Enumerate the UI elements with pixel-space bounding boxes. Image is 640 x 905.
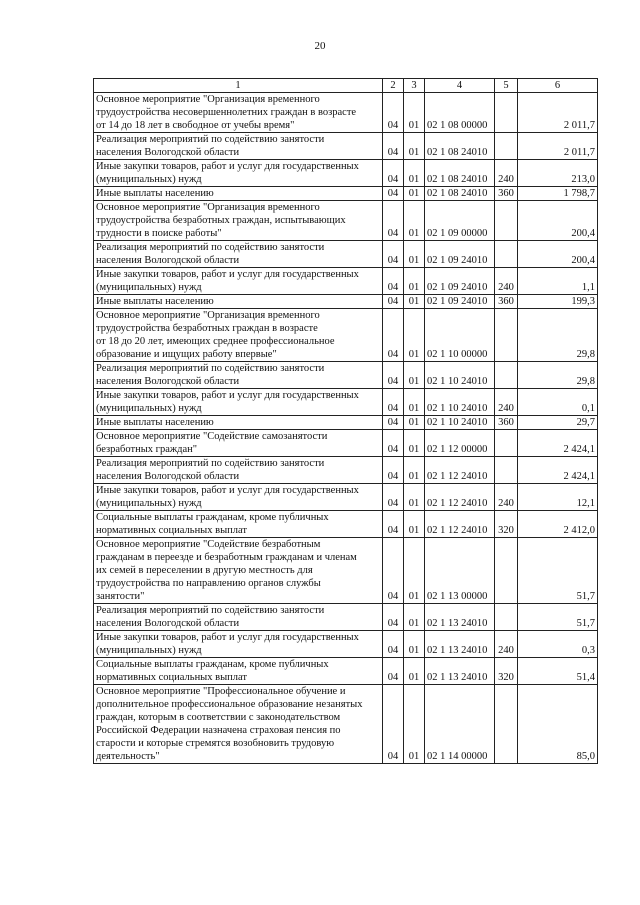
row-c2-cell: 04 <box>383 309 404 362</box>
row-c4-cell: 02 1 14 00000 <box>425 685 495 764</box>
column-header: 6 <box>518 79 598 93</box>
row-c2-cell: 04 <box>383 93 404 133</box>
row-name-cell: Основное мероприятие "Содействие самозанятости безработных граждан" <box>94 430 383 457</box>
row-c2-cell: 04 <box>383 457 404 484</box>
row-c3-cell: 01 <box>404 484 425 511</box>
row-c5-cell <box>495 457 518 484</box>
row-c4-cell: 02 1 09 24010 <box>425 268 495 295</box>
row-c3-cell: 01 <box>404 295 425 309</box>
row-c6-cell: 2 424,1 <box>518 430 598 457</box>
row-c4-cell: 02 1 09 00000 <box>425 201 495 241</box>
row-c3-cell: 01 <box>404 389 425 416</box>
row-c2-cell: 04 <box>383 538 404 604</box>
table-row <box>94 685 598 764</box>
row-c2-cell: 04 <box>383 241 404 268</box>
row-c3-cell: 01 <box>404 416 425 430</box>
row-c6-cell: 2 011,7 <box>518 133 598 160</box>
row-name-cell: Иные выплаты населению <box>94 295 383 309</box>
row-c6-cell: 0,1 <box>518 389 598 416</box>
row-c4-cell: 02 1 08 24010 <box>425 187 495 201</box>
table-row <box>94 484 598 511</box>
row-c2-cell: 04 <box>383 631 404 658</box>
column-header: 3 <box>404 79 425 93</box>
row-c5-cell <box>495 201 518 241</box>
row-c3-cell: 01 <box>404 631 425 658</box>
row-c4-cell: 02 1 08 00000 <box>425 93 495 133</box>
column-header: 1 <box>94 79 383 93</box>
row-c3-cell: 01 <box>404 241 425 268</box>
row-c4-cell: 02 1 10 24010 <box>425 362 495 389</box>
row-name-cell: Реализация мероприятий по содействию занятости населения Вологодской области <box>94 457 383 484</box>
row-c2-cell: 04 <box>383 685 404 764</box>
row-c6-cell: 200,4 <box>518 241 598 268</box>
row-c4-cell: 02 1 10 24010 <box>425 416 495 430</box>
row-c5-cell <box>495 133 518 160</box>
table-row <box>94 160 598 187</box>
row-c6-cell: 12,1 <box>518 484 598 511</box>
row-c4-cell: 02 1 13 24010 <box>425 631 495 658</box>
row-c5-cell: 240 <box>495 160 518 187</box>
row-c6-cell: 51,7 <box>518 538 598 604</box>
row-c2-cell: 04 <box>383 187 404 201</box>
table-row <box>94 201 598 241</box>
row-name-cell: Реализация мероприятий по содействию занятости населения Вологодской области <box>94 362 383 389</box>
row-name-cell: Социальные выплаты гражданам, кроме публичных нормативных социальных выплат <box>94 658 383 685</box>
row-c2-cell: 04 <box>383 511 404 538</box>
row-c3-cell: 01 <box>404 511 425 538</box>
row-c5-cell: 240 <box>495 631 518 658</box>
row-c4-cell: 02 1 10 24010 <box>425 389 495 416</box>
row-c6-cell: 199,3 <box>518 295 598 309</box>
row-c2-cell: 04 <box>383 133 404 160</box>
row-c6-cell: 29,7 <box>518 416 598 430</box>
row-c5-cell <box>495 362 518 389</box>
row-c3-cell: 01 <box>404 309 425 362</box>
row-name-cell: Иные закупки товаров, работ и услуг для государственных (муниципальных) нужд <box>94 484 383 511</box>
column-header: 4 <box>425 79 495 93</box>
row-c5-cell <box>495 538 518 604</box>
table-row <box>94 133 598 160</box>
row-name-cell: Иные закупки товаров, работ и услуг для государственных (муниципальных) нужд <box>94 631 383 658</box>
row-c6-cell: 85,0 <box>518 685 598 764</box>
row-c2-cell: 04 <box>383 658 404 685</box>
row-c3-cell: 01 <box>404 201 425 241</box>
row-c6-cell: 2 011,7 <box>518 93 598 133</box>
row-name-cell: Иные выплаты населению <box>94 416 383 430</box>
row-c2-cell: 04 <box>383 430 404 457</box>
row-c3-cell: 01 <box>404 160 425 187</box>
row-c4-cell: 02 1 08 24010 <box>425 133 495 160</box>
row-c4-cell: 02 1 13 00000 <box>425 538 495 604</box>
row-c3-cell: 01 <box>404 658 425 685</box>
row-c3-cell: 01 <box>404 430 425 457</box>
column-header: 5 <box>495 79 518 93</box>
row-c6-cell: 1 798,7 <box>518 187 598 201</box>
row-c4-cell: 02 1 12 24010 <box>425 484 495 511</box>
row-c2-cell: 04 <box>383 201 404 241</box>
row-c4-cell: 02 1 10 00000 <box>425 309 495 362</box>
column-header: 2 <box>383 79 404 93</box>
table-row <box>94 416 598 430</box>
row-c5-cell: 360 <box>495 416 518 430</box>
budget-table <box>93 78 598 764</box>
row-c3-cell: 01 <box>404 457 425 484</box>
row-c6-cell: 2 412,0 <box>518 511 598 538</box>
row-c4-cell: 02 1 12 24010 <box>425 457 495 484</box>
row-name-cell: Реализация мероприятий по содействию занятости населения Вологодской области <box>94 241 383 268</box>
row-c6-cell: 51,7 <box>518 604 598 631</box>
row-name-cell: Иные закупки товаров, работ и услуг для государственных (муниципальных) нужд <box>94 160 383 187</box>
row-c5-cell <box>495 604 518 631</box>
row-c3-cell: 01 <box>404 187 425 201</box>
table-row <box>94 430 598 457</box>
table-row <box>94 295 598 309</box>
row-c2-cell: 04 <box>383 416 404 430</box>
row-c4-cell: 02 1 12 00000 <box>425 430 495 457</box>
table-row <box>94 457 598 484</box>
table-row <box>94 93 598 133</box>
row-c6-cell: 213,0 <box>518 160 598 187</box>
row-c5-cell: 240 <box>495 389 518 416</box>
row-c2-cell: 04 <box>383 389 404 416</box>
table-row <box>94 511 598 538</box>
row-name-cell: Иные закупки товаров, работ и услуг для государственных (муниципальных) нужд <box>94 389 383 416</box>
row-c5-cell <box>495 430 518 457</box>
row-c6-cell: 51,4 <box>518 658 598 685</box>
row-c4-cell: 02 1 13 24010 <box>425 658 495 685</box>
table-row <box>94 187 598 201</box>
row-c5-cell <box>495 309 518 362</box>
row-name-cell: Основное мероприятие "Организация временного трудоустройства безработных граждан, испытывающих трудности в поиске работы" <box>94 201 383 241</box>
row-c3-cell: 01 <box>404 93 425 133</box>
row-c2-cell: 04 <box>383 362 404 389</box>
row-name-cell: Основное мероприятие "Профессиональное обучение и дополнительное профессиональное образование незанятых граждан, которым в соответствии с законодательством Российской Федерации назначена страховая пенсия по старости и которые стремятся возобновить трудовую деятельность" <box>94 685 383 764</box>
row-c2-cell: 04 <box>383 268 404 295</box>
row-c3-cell: 01 <box>404 362 425 389</box>
row-name-cell: Реализация мероприятий по содействию занятости населения Вологодской области <box>94 133 383 160</box>
row-c5-cell: 360 <box>495 295 518 309</box>
row-c3-cell: 01 <box>404 604 425 631</box>
row-c4-cell: 02 1 13 24010 <box>425 604 495 631</box>
row-c6-cell: 0,3 <box>518 631 598 658</box>
row-c5-cell <box>495 241 518 268</box>
table-row <box>94 389 598 416</box>
row-name-cell: Основное мероприятие "Организация временного трудоустройства безработных граждан в возрасте от 18 до 20 лет, имеющих среднее профессиональное образование и ищущих работу впервые" <box>94 309 383 362</box>
table-row <box>94 362 598 389</box>
table-row <box>94 658 598 685</box>
row-c3-cell: 01 <box>404 538 425 604</box>
row-name-cell: Основное мероприятие "Организация временного трудоустройства несовершеннолетних граждан в возрасте от 14 до 18 лет в свободное от учебы время" <box>94 93 383 133</box>
row-c5-cell: 320 <box>495 511 518 538</box>
row-c6-cell: 29,8 <box>518 362 598 389</box>
row-c5-cell <box>495 93 518 133</box>
row-c3-cell: 01 <box>404 685 425 764</box>
row-name-cell: Реализация мероприятий по содействию занятости населения Вологодской области <box>94 604 383 631</box>
page-number: 20 <box>314 40 326 52</box>
table-row <box>94 309 598 362</box>
row-c2-cell: 04 <box>383 484 404 511</box>
table-row <box>94 241 598 268</box>
table-header-row <box>94 79 598 93</box>
row-c6-cell: 200,4 <box>518 201 598 241</box>
row-c4-cell: 02 1 12 24010 <box>425 511 495 538</box>
row-c5-cell: 240 <box>495 484 518 511</box>
row-name-cell: Иные закупки товаров, работ и услуг для государственных (муниципальных) нужд <box>94 268 383 295</box>
row-name-cell: Иные выплаты населению <box>94 187 383 201</box>
row-c6-cell: 1,1 <box>518 268 598 295</box>
row-c4-cell: 02 1 09 24010 <box>425 295 495 309</box>
row-c4-cell: 02 1 08 24010 <box>425 160 495 187</box>
row-c5-cell <box>495 685 518 764</box>
row-name-cell: Основное мероприятие "Содействие безработным гражданам в переезде и безработным гражданам и членам их семей в переселении в другую местность для трудоустройства по направлению органов службы занятости" <box>94 538 383 604</box>
row-c4-cell: 02 1 09 24010 <box>425 241 495 268</box>
row-c2-cell: 04 <box>383 604 404 631</box>
row-c3-cell: 01 <box>404 268 425 295</box>
row-c5-cell: 360 <box>495 187 518 201</box>
row-c6-cell: 29,8 <box>518 309 598 362</box>
table-row <box>94 538 598 604</box>
table-row <box>94 268 598 295</box>
table-row <box>94 604 598 631</box>
row-c3-cell: 01 <box>404 133 425 160</box>
row-name-cell: Социальные выплаты гражданам, кроме публичных нормативных социальных выплат <box>94 511 383 538</box>
table-body <box>94 79 598 764</box>
row-c6-cell: 2 424,1 <box>518 457 598 484</box>
row-c5-cell: 240 <box>495 268 518 295</box>
row-c2-cell: 04 <box>383 160 404 187</box>
row-c5-cell: 320 <box>495 658 518 685</box>
table-row <box>94 631 598 658</box>
row-c2-cell: 04 <box>383 295 404 309</box>
